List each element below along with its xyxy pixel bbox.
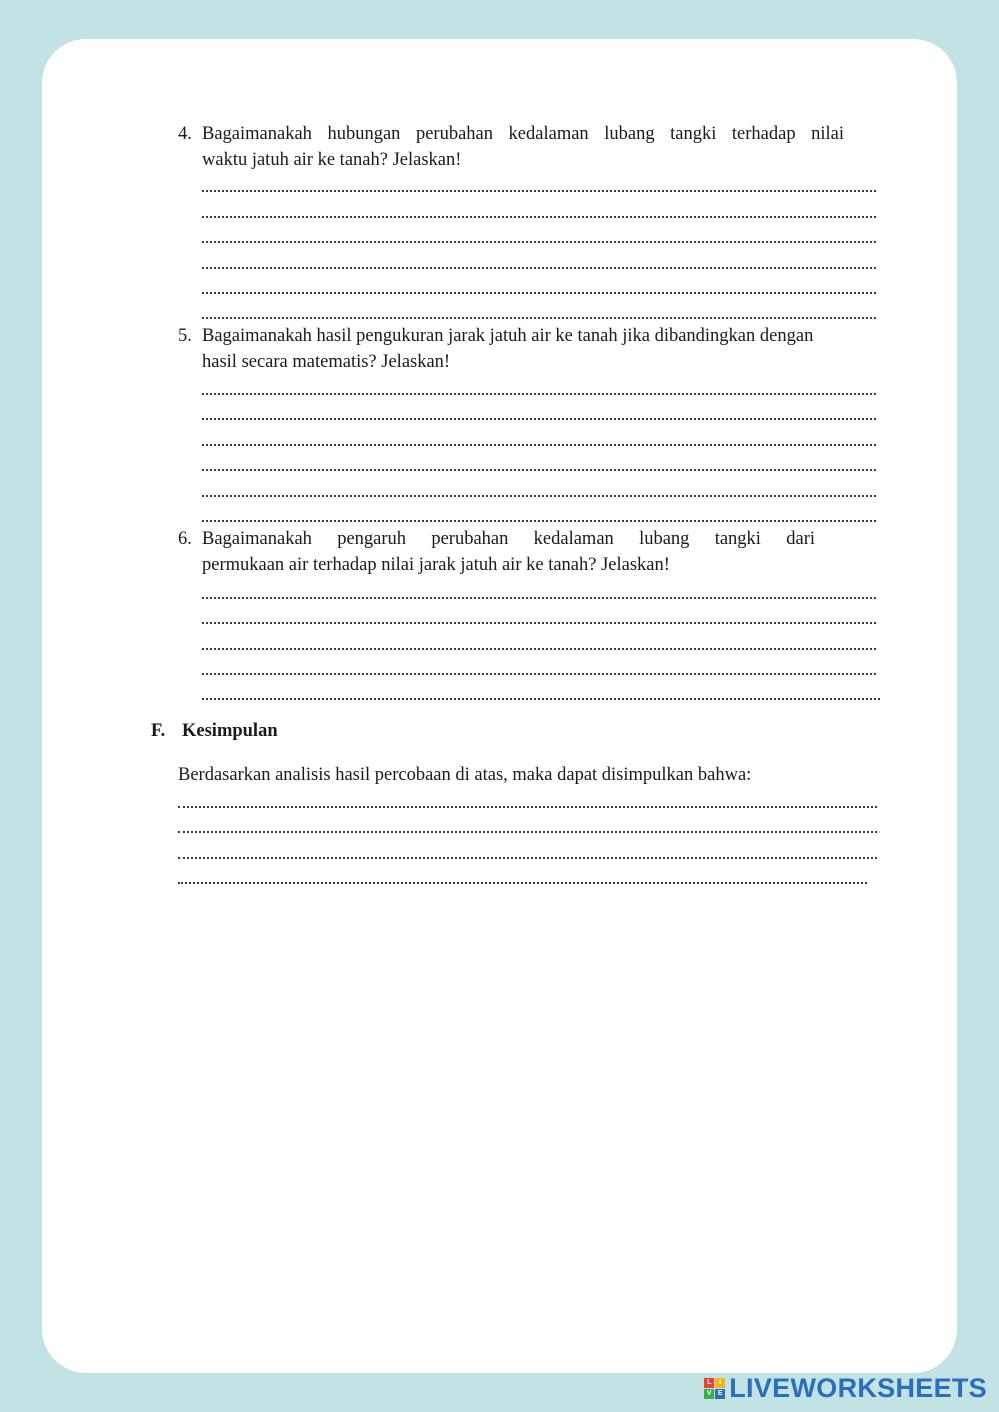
answer-line[interactable]: [202, 307, 876, 319]
logo-letter: L: [704, 1378, 714, 1388]
answer-line[interactable]: [202, 612, 876, 624]
answer-line[interactable]: [202, 485, 876, 497]
answer-line[interactable]: [202, 663, 876, 675]
answer-line[interactable]: [202, 459, 876, 471]
logo-letter: E: [715, 1389, 725, 1399]
logo-letter: V: [704, 1389, 714, 1399]
logo-grid-icon: [704, 1378, 725, 1399]
logo-letter: I: [715, 1378, 725, 1388]
answer-line[interactable]: [202, 434, 876, 446]
brand-name: LIVEWORKSHEETS: [729, 1373, 987, 1403]
answer-line[interactable]: [178, 847, 877, 859]
liveworksheets-logo[interactable]: [704, 1373, 987, 1404]
answer-line[interactable]: [202, 206, 876, 218]
question-5-text-line2: hasil secara matematis? Jelaskan!: [202, 352, 451, 372]
question-4-text-line1: Bagaimanakah hubungan perubahan kedalaman lubang tangki terhadap nilai: [202, 124, 844, 144]
question-6-number: 6.: [178, 529, 192, 549]
answer-line[interactable]: [178, 796, 877, 808]
answer-line[interactable]: [202, 383, 876, 395]
answer-line[interactable]: [202, 408, 876, 420]
question-5-text-line1: Bagaimanakah hasil pengukuran jarak jatuh air ke tanah jika dibandingkan dengan: [202, 326, 814, 346]
answer-line[interactable]: [202, 282, 876, 294]
conclusion-intro: Berdasarkan analisis hasil percobaan di atas, maka dapat disimpulkan bahwa:: [178, 765, 752, 785]
answer-line[interactable]: [202, 510, 876, 522]
question-6-text-line2: permukaan air terhadap nilai jarak jatuh air ke tanah? Jelaskan!: [202, 555, 670, 575]
answer-line[interactable]: [202, 638, 876, 650]
answer-line[interactable]: [178, 872, 867, 884]
question-4-number: 4.: [178, 124, 192, 144]
answer-line[interactable]: [202, 231, 876, 243]
answer-line[interactable]: [202, 688, 880, 700]
question-4-text-line2: waktu jatuh air ke tanah? Jelaskan!: [202, 150, 462, 170]
answer-line[interactable]: [178, 821, 877, 833]
section-label: F.: [151, 721, 166, 741]
question-6-text-line1: Bagaimanakah pengaruh perubahan kedalaman lubang tangki dari: [202, 529, 815, 549]
answer-line[interactable]: [202, 257, 876, 269]
answer-line[interactable]: [202, 180, 876, 192]
answer-line[interactable]: [202, 587, 876, 599]
question-5-number: 5.: [178, 326, 192, 346]
section-title: Kesimpulan: [182, 721, 278, 741]
